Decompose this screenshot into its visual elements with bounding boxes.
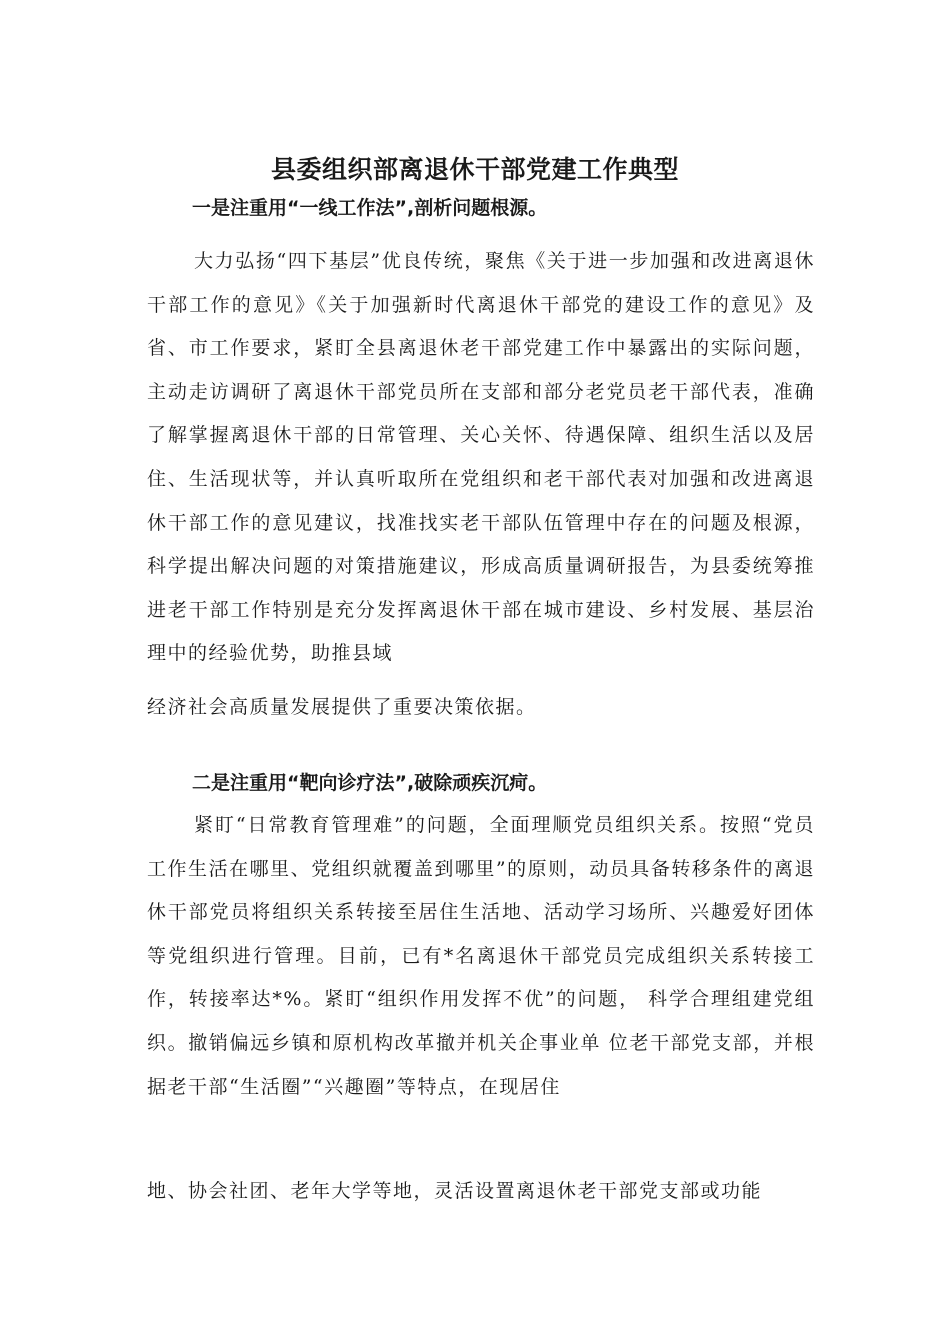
section-1-paragraph: 大力弘扬“四下基层”优良传统，聚焦《关于进一步加强和改进离退休干部工作的意见》《关于加强新时代离退休干部党的建设工作的意见》及省、市工作要求，紧盯全县离退休老干部党建工作中暴露出的实际问题，主动走访调研了离退休干部党员所在支部和部分老党员老干部代表，准确了解掌握离退休干部的日常管理、关心关怀、待遇保障、组织生活以及居住、生活现状等，并认真听取所在党组织和老干部代表对加强和改进离退休干部工作的意见建议，找准找实老干部队伍管理中存在的问题及根源，科学提出解决问题的对策措施建议，形成高质量调研报告，为县委统筹推进老干部工作特别是充分发挥离退休干部在城市建设、乡村发展、基层治理中的经验优势，助推县域 <box>147 250 815 665</box>
section-2-paragraph: 紧盯“日常教育管理难”的问题，全面理顺党员组织关系。按照“党员工作生活在哪里、党组织就覆盖到哪里”的原则，动员具备转移条件的离退休干部党员将组织关系转接至居住生活地、活动学习场所、兴趣爱好团体等党组织进行管理。目前，已有*名离退休干部党员完成组织关系转接工作，转接率达*%。紧盯“组织作用发挥不优”的问题， 科学合理组建党组织。撤销偏远乡镇和原机构改革撤并机关企事业单 位老干部党支部，并根据老干部“生活圈”“兴趣圈”等特点，在现居住 <box>147 814 815 1098</box>
section-2-paragraph-tail: 地、协会社团、老年大学等地，灵活设置离退休老干部党支部或功能 <box>147 1180 763 1202</box>
section-heading-2: 二是注重用“靶向诊疗法”,破除顽疾沉疴。 <box>192 772 548 794</box>
section-heading-1: 一是注重用“一线工作法”,剖析问题根源。 <box>192 197 548 219</box>
document-title: 县委组织部离退休干部党建工作典型 <box>270 155 679 184</box>
section-1-paragraph-tail: 经济社会高质量发展提供了重要决策依据。 <box>147 696 537 718</box>
